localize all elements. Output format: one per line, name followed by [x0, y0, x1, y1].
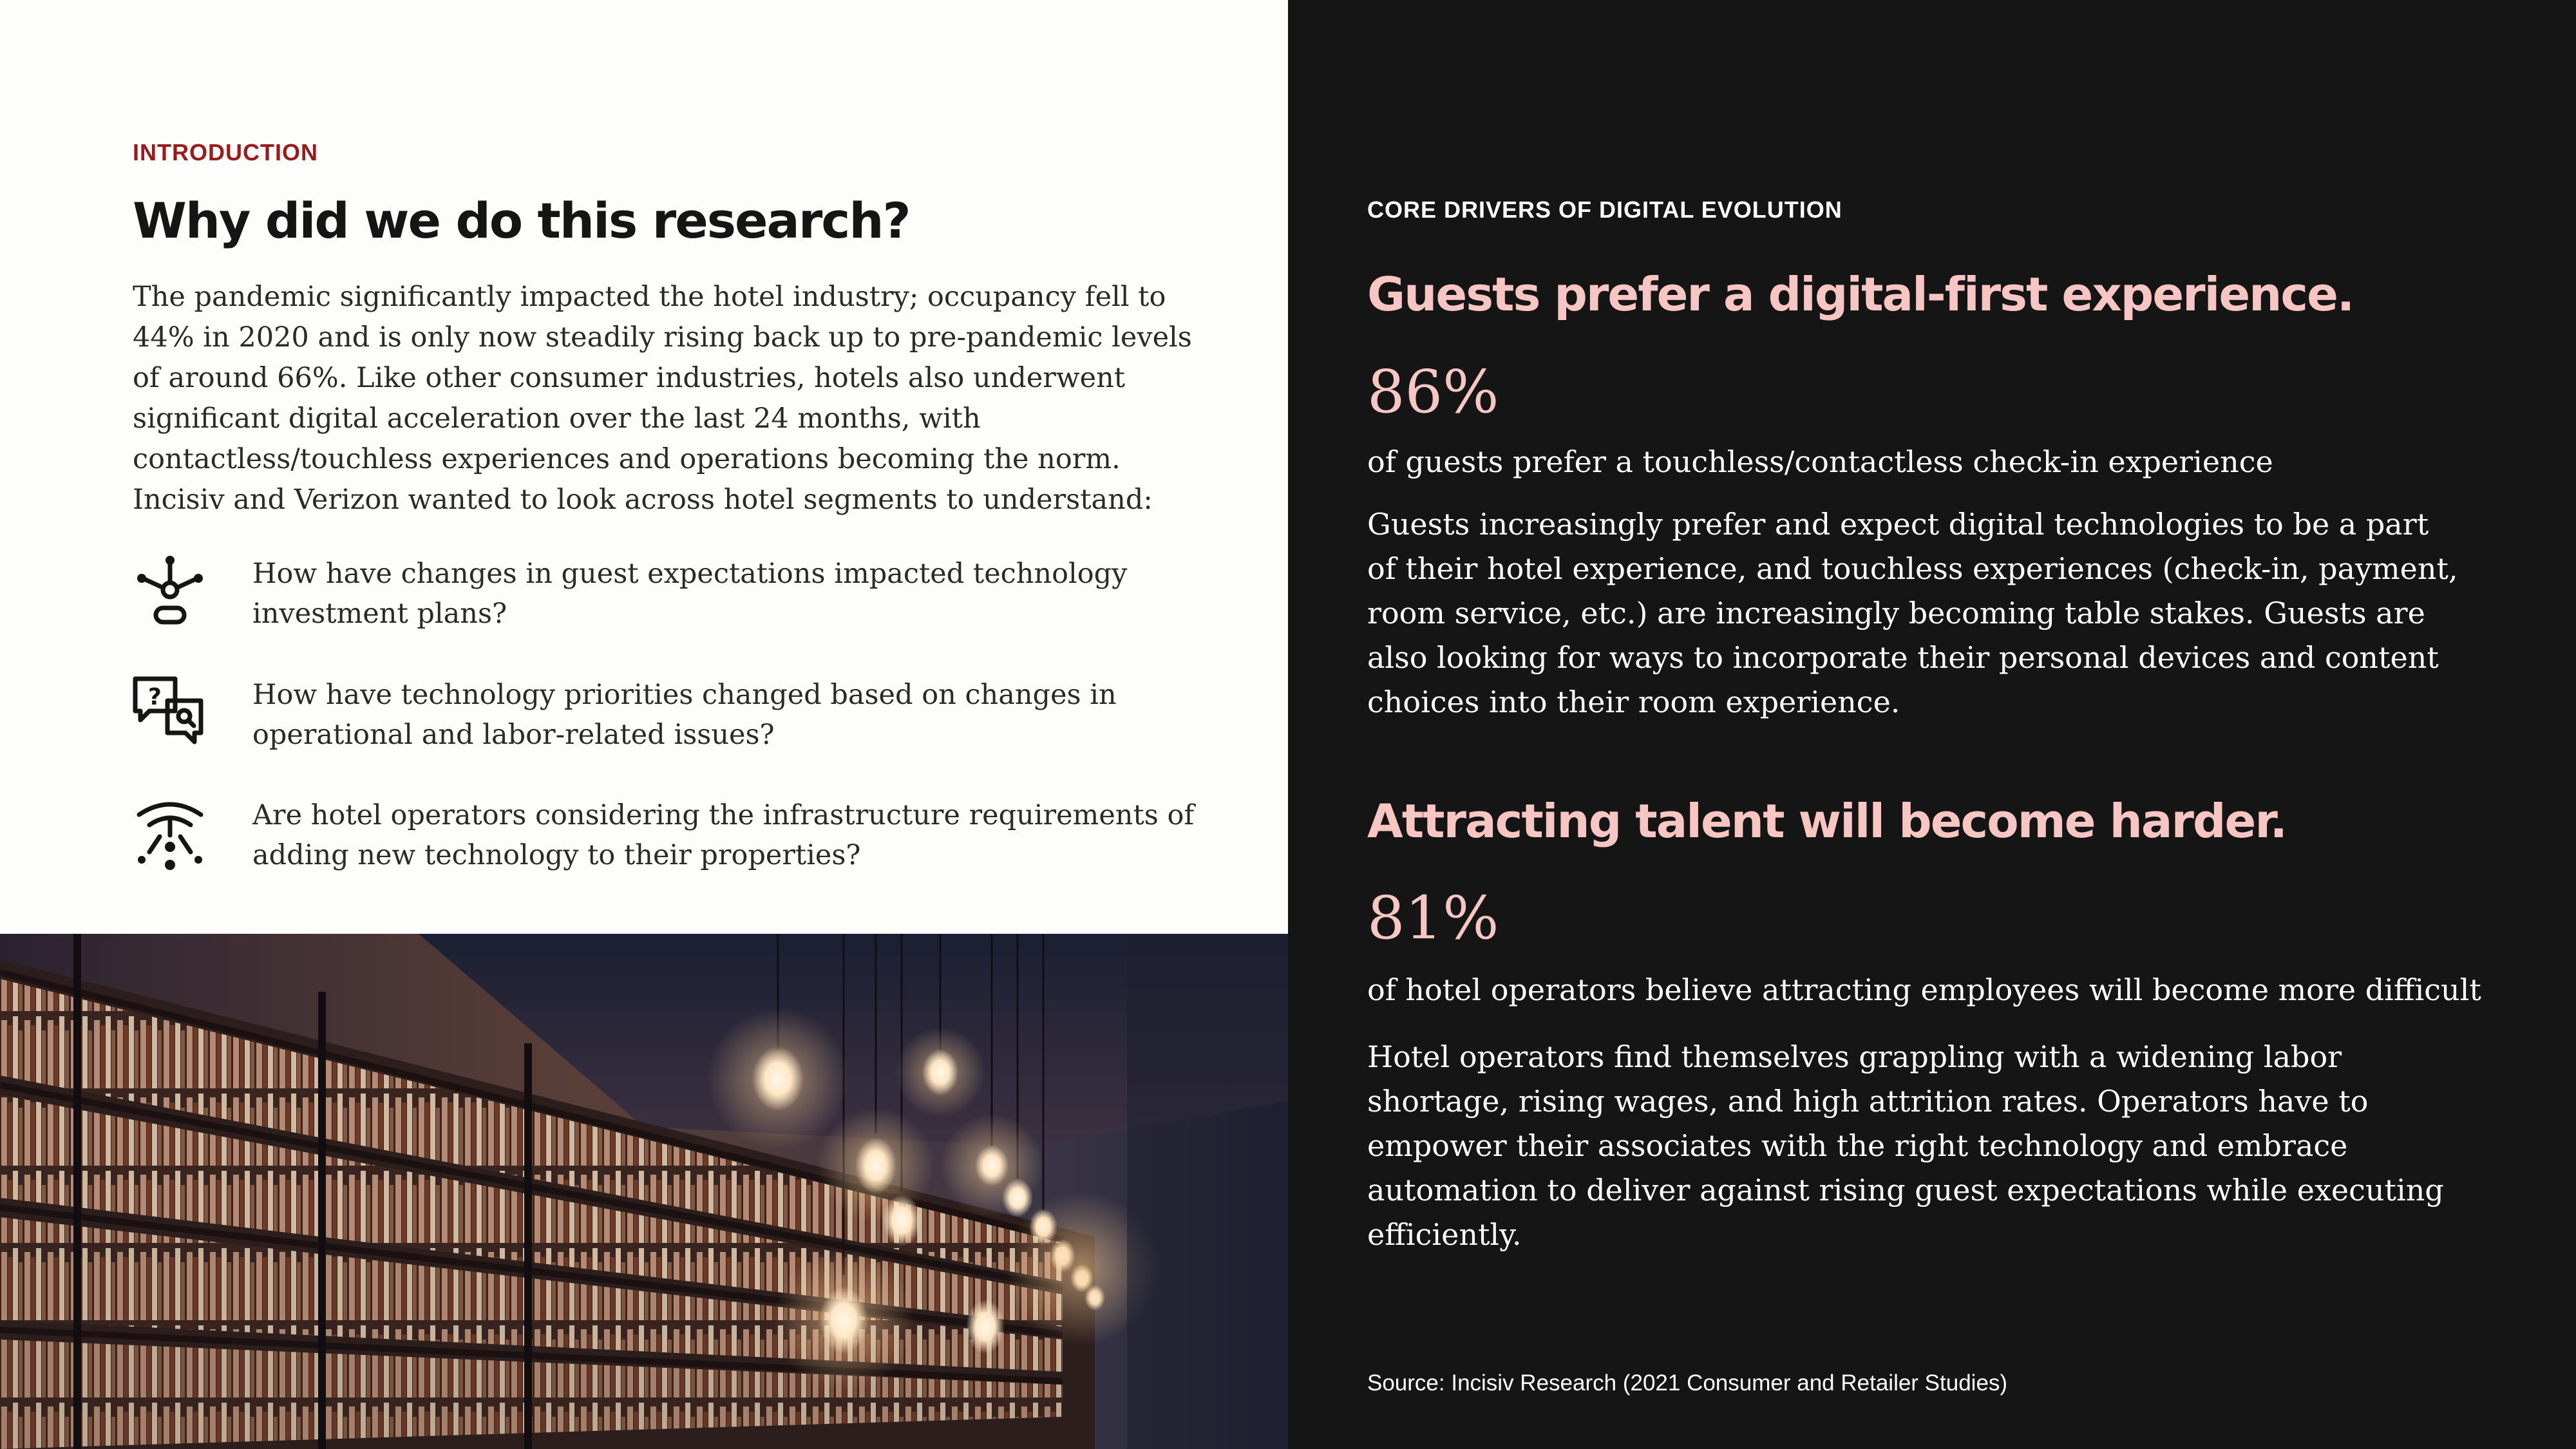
stat-value: 81%	[1367, 884, 1499, 952]
broadcast-signal-icon	[133, 795, 210, 873]
question-item	[133, 554, 1227, 644]
driver-heading: Guests prefer a digital-first experience.	[1367, 267, 2354, 321]
section-label: CORE DRIVERS OF DIGITAL EVOLUTION	[1367, 196, 1842, 223]
network-hub-icon	[133, 554, 210, 631]
source-note: Source: Incisiv Research (2021 Consumer and Retailer Studies)	[1367, 1370, 2008, 1396]
svg-text:?: ?	[148, 684, 162, 710]
page-title: Why did we do this research?	[133, 192, 910, 249]
question-item	[133, 675, 1227, 765]
question-item	[133, 795, 1227, 886]
question-chat-icon	[133, 675, 210, 752]
question-text: How have technology priorities changed based on changes in operational and labor-related issues?	[252, 679, 1117, 751]
driver-paragraph: Hotel operators find themselves grappling with a widening labor shortage, rising wages, and high attrition rates. Operators have to empower their associates with the right technology and embrace automation to deliver against rising guest expectations while executing efficiently.	[1367, 1039, 2444, 1252]
stat-caption: of guests prefer a touchless/contactless check-in experience	[1367, 444, 2273, 479]
stat-value: 86%	[1367, 357, 1499, 426]
driver-paragraph: Guests increasingly prefer and expect digital technologies to be a part of their hotel experience, and touchless experiences (check-in, payment, room service, etc.) are increasingly becoming table stakes. Guests are also looking for ways to incorporate their personal devices and content choices into their room experience.	[1367, 507, 2458, 719]
question-text: Are hotel operators considering the infrastructure requirements of adding new technology to their properties?	[252, 799, 1195, 871]
intro-panel	[0, 0, 1288, 934]
stat-caption: of hotel operators believe attracting employees will become more difficult	[1367, 972, 2481, 1007]
driver-heading: Attracting talent will become harder.	[1367, 794, 2286, 848]
library-photo	[0, 934, 1288, 1449]
intro-paragraph: The pandemic significantly impacted the hotel industry; occupancy fell to 44% in 2020 and is only now steadily rising back up to pre-pandemic levels of around 66%. Like other consumer industries, hotels also underwent significant digital acceleration over the last 24 months, with contactless/touchless experiences and operations becoming the norm. Incisiv and Verizon wanted to look across hotel segments to understand:	[133, 281, 1192, 516]
section-label: INTRODUCTION	[133, 139, 318, 166]
question-text: How have changes in guest expectations impacted technology investment plans?	[252, 558, 1128, 630]
